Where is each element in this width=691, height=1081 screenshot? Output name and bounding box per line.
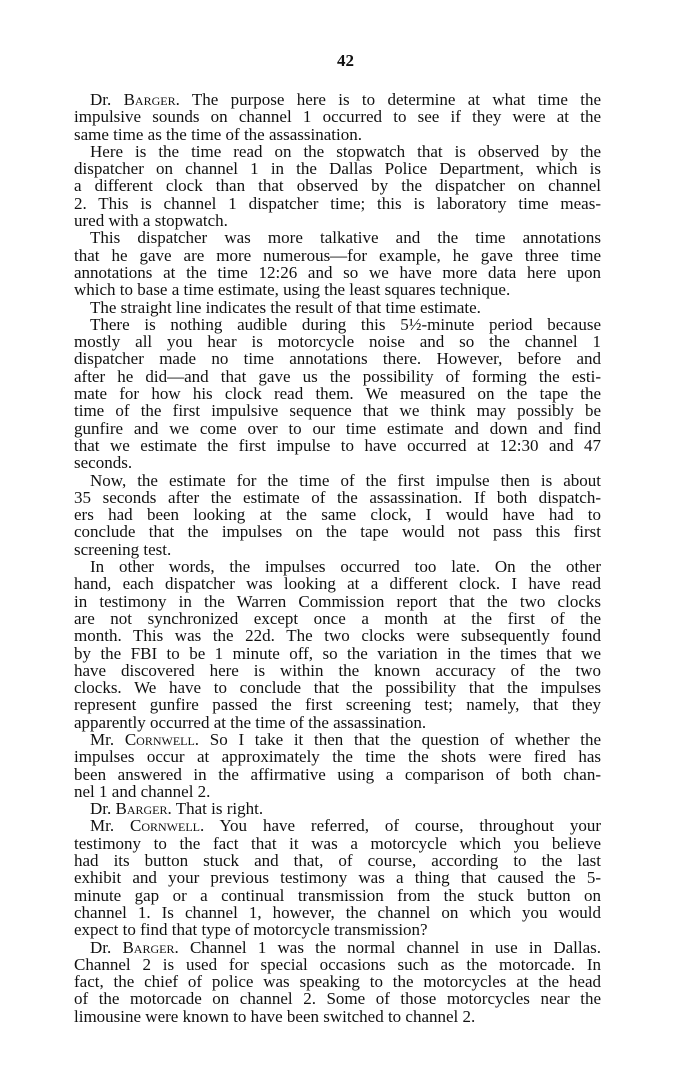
text-line (74, 316, 601, 333)
text-line (74, 645, 601, 662)
text-line (74, 454, 601, 471)
text-line (74, 783, 601, 800)
line-text: after he did—and that gave us the possibility of forming the esti- (74, 366, 601, 386)
text-line (74, 523, 601, 540)
speaker-name: Barger. (115, 799, 172, 819)
text-line (74, 1008, 601, 1025)
text-line (74, 852, 601, 869)
text-line (74, 973, 601, 990)
line-text: by the FBI to be 1 minute off, so the variation in the times that we (74, 643, 601, 663)
text-line (74, 281, 601, 298)
line-text: fact, the chief of police was speaking to the motorcycles at the head (74, 972, 601, 992)
text-line (74, 541, 601, 558)
line-text: hand, each dispatcher was looking at a different clock. I have read (74, 574, 601, 594)
speaker-name: Barger. (122, 937, 179, 957)
paragraph (74, 558, 601, 731)
line-text: annotations at the time 12:26 and so we have more data here upon (74, 262, 601, 282)
line-text: 35 seconds after the estimate of the assassination. If both dispatch- (74, 487, 601, 507)
line-text: So I take it then that the question of whether the (209, 729, 602, 749)
line-text: are not synchronized except once a month at the first of the (74, 608, 601, 628)
line-text: The straight line indicates the result of that time estimate. (90, 297, 481, 317)
line-text: have discovered here is within the known accuracy of the two (74, 660, 601, 680)
text-line (74, 385, 601, 402)
text-line (74, 835, 601, 852)
text-line (74, 921, 601, 938)
text-line (74, 817, 601, 834)
paragraph (74, 229, 601, 298)
line-text: Channel 1 was the normal channel in use in Dallas. (189, 937, 602, 957)
text-line (74, 696, 601, 713)
line-text: screening test. (74, 539, 172, 559)
text-line (74, 247, 601, 264)
line-text: apparently occurred at the time of the assassination. (74, 712, 427, 732)
speaker-paragraph (74, 800, 601, 817)
line-text: had its button stuck and that, of course, according to the last (74, 851, 601, 871)
text-line (74, 939, 601, 956)
line-text: in testimony in the Warren Commission report that the two clocks (74, 591, 601, 611)
text-line (74, 350, 601, 367)
line-text: ured with a stopwatch. (74, 211, 228, 231)
text-line (74, 627, 601, 644)
line-text: ers had been looking at the same clock, I would have had to (74, 505, 601, 525)
text-line (74, 766, 601, 783)
speaker-title: Dr. (90, 90, 112, 109)
text-line (74, 212, 601, 229)
line-text: dispatcher made no time annotations there. However, before and (74, 349, 601, 369)
line-text: This dispatcher was more talkative and the time annotations (90, 228, 601, 248)
text-line (74, 679, 601, 696)
line-text: limousine were known to have been switched to channel 2. (74, 1006, 476, 1026)
text-line (74, 610, 601, 627)
text-line (74, 472, 601, 489)
line-text: Here is the time read on the stopwatch that is observed by the (90, 141, 601, 161)
line-text: same time as the time of the assassination. (74, 124, 362, 144)
text-line (74, 264, 601, 281)
speaker-name: Barger. (123, 90, 180, 109)
text-line (74, 714, 601, 731)
text-line (74, 126, 601, 143)
line-text: Now, the estimate for the time of the first impulse then is about (90, 470, 601, 490)
text-line (74, 299, 601, 316)
line-text: expect to find that type of motorcycle transmission? (74, 920, 428, 940)
text-line (74, 489, 601, 506)
speaker-paragraph (74, 731, 601, 800)
line-text: gunfire and we come over to our time estimate and down and find (74, 418, 601, 438)
line-text: which to base a time estimate, using the least squares technique. (74, 280, 511, 300)
speaker-name: Cornwell. (124, 729, 200, 749)
text-line (74, 558, 601, 575)
text-line (74, 990, 601, 1007)
line-text: represent gunfire passed the first screening test; namely, that they (74, 695, 601, 715)
speaker-paragraph (74, 91, 601, 143)
page-number: 42 (337, 51, 354, 70)
line-text: In other words, the impulses occurred too late. On the other (90, 557, 601, 577)
text-line (74, 575, 601, 592)
text-line (74, 143, 601, 160)
line-text: impulsive sounds on channel 1 occurred to see if they were at the (74, 107, 601, 127)
line-text: Channel 2 is used for special occasions such as the motorcade. In (74, 954, 601, 974)
text-line (74, 956, 601, 973)
text-line (74, 904, 601, 921)
text-line (74, 195, 601, 212)
text-line (74, 333, 601, 350)
line-text: You have referred, of course, throughout your (219, 816, 602, 836)
speaker-paragraph (74, 817, 601, 938)
line-text: exhibit and your previous testimony was a thing that caused the 5- (74, 868, 601, 888)
speaker-title: Dr. (90, 799, 112, 819)
line-text: month. This was the 22d. The two clocks were subsequently found (74, 626, 601, 646)
speaker-title: Dr. (90, 937, 112, 957)
text-line (74, 402, 601, 419)
line-text: been answered in the affirmative using a comparison of both chan- (74, 764, 601, 784)
text-line (74, 731, 601, 748)
line-text: impulses occur at approximately the time the shots were fired has (74, 747, 601, 767)
paragraph (74, 472, 601, 558)
line-text: conclude that the impulses on the tape would not pass this first (74, 522, 601, 542)
text-line (74, 108, 601, 125)
paragraph (74, 143, 601, 229)
text-line (74, 800, 601, 817)
text-line (74, 748, 601, 765)
text-line (74, 437, 601, 454)
text-line (74, 420, 601, 437)
paragraph (74, 299, 601, 316)
line-text: testimony to the fact that it was a motorcycle which you believe (74, 833, 601, 853)
text-line (74, 887, 601, 904)
speaker-name: Cornwell. (129, 816, 205, 836)
line-text: mostly all you hear is motorcycle noise and so the channel 1 (74, 332, 601, 352)
line-text: The purpose here is to determine at what time the (191, 90, 601, 109)
line-text: time of the first impulsive sequence that we think may possibly be (74, 401, 601, 421)
line-text: dispatcher on channel 1 in the Dallas Police Department, which is (74, 159, 601, 179)
line-text: minute gap or a continual transmission from the stuck button on (74, 885, 601, 905)
speaker-paragraph (74, 939, 601, 1025)
line-text: That is right. (175, 799, 264, 819)
line-text: clocks. We have to conclude that the possibility that the impulses (74, 678, 601, 698)
text-line (74, 506, 601, 523)
line-text: a different clock than that observed by the dispatcher on channel (74, 176, 601, 196)
line-text: mate for how his clock read them. We measured on the tape the (74, 384, 601, 404)
speaker-title: Mr. (90, 816, 115, 836)
paragraph (74, 316, 601, 472)
line-text: There is nothing audible during this 5½-minute period because (90, 314, 601, 334)
speaker-title: Mr. (90, 729, 115, 749)
text-line (74, 869, 601, 886)
line-text: of the motorcade on channel 2. Some of those motorcycles near the (74, 989, 601, 1009)
line-text: that he gave are more numerous—for example, he gave three time (74, 245, 601, 265)
text-line (74, 177, 601, 194)
text-line (74, 593, 601, 610)
text-line (74, 229, 601, 246)
line-text: seconds. (74, 453, 133, 473)
text-line (74, 91, 601, 108)
body-text (74, 91, 601, 1025)
line-text: 2. This is channel 1 dispatcher time; this is laboratory time meas- (74, 193, 601, 213)
line-text: that we estimate the first impulse to have occurred at 12:30 and 47 (74, 435, 601, 455)
line-text: channel 1. Is channel 1, however, the channel on which you would (74, 902, 601, 922)
text-line (74, 662, 601, 679)
line-text: nel 1 and channel 2. (74, 781, 211, 801)
text-line (74, 368, 601, 385)
text-line (74, 160, 601, 177)
